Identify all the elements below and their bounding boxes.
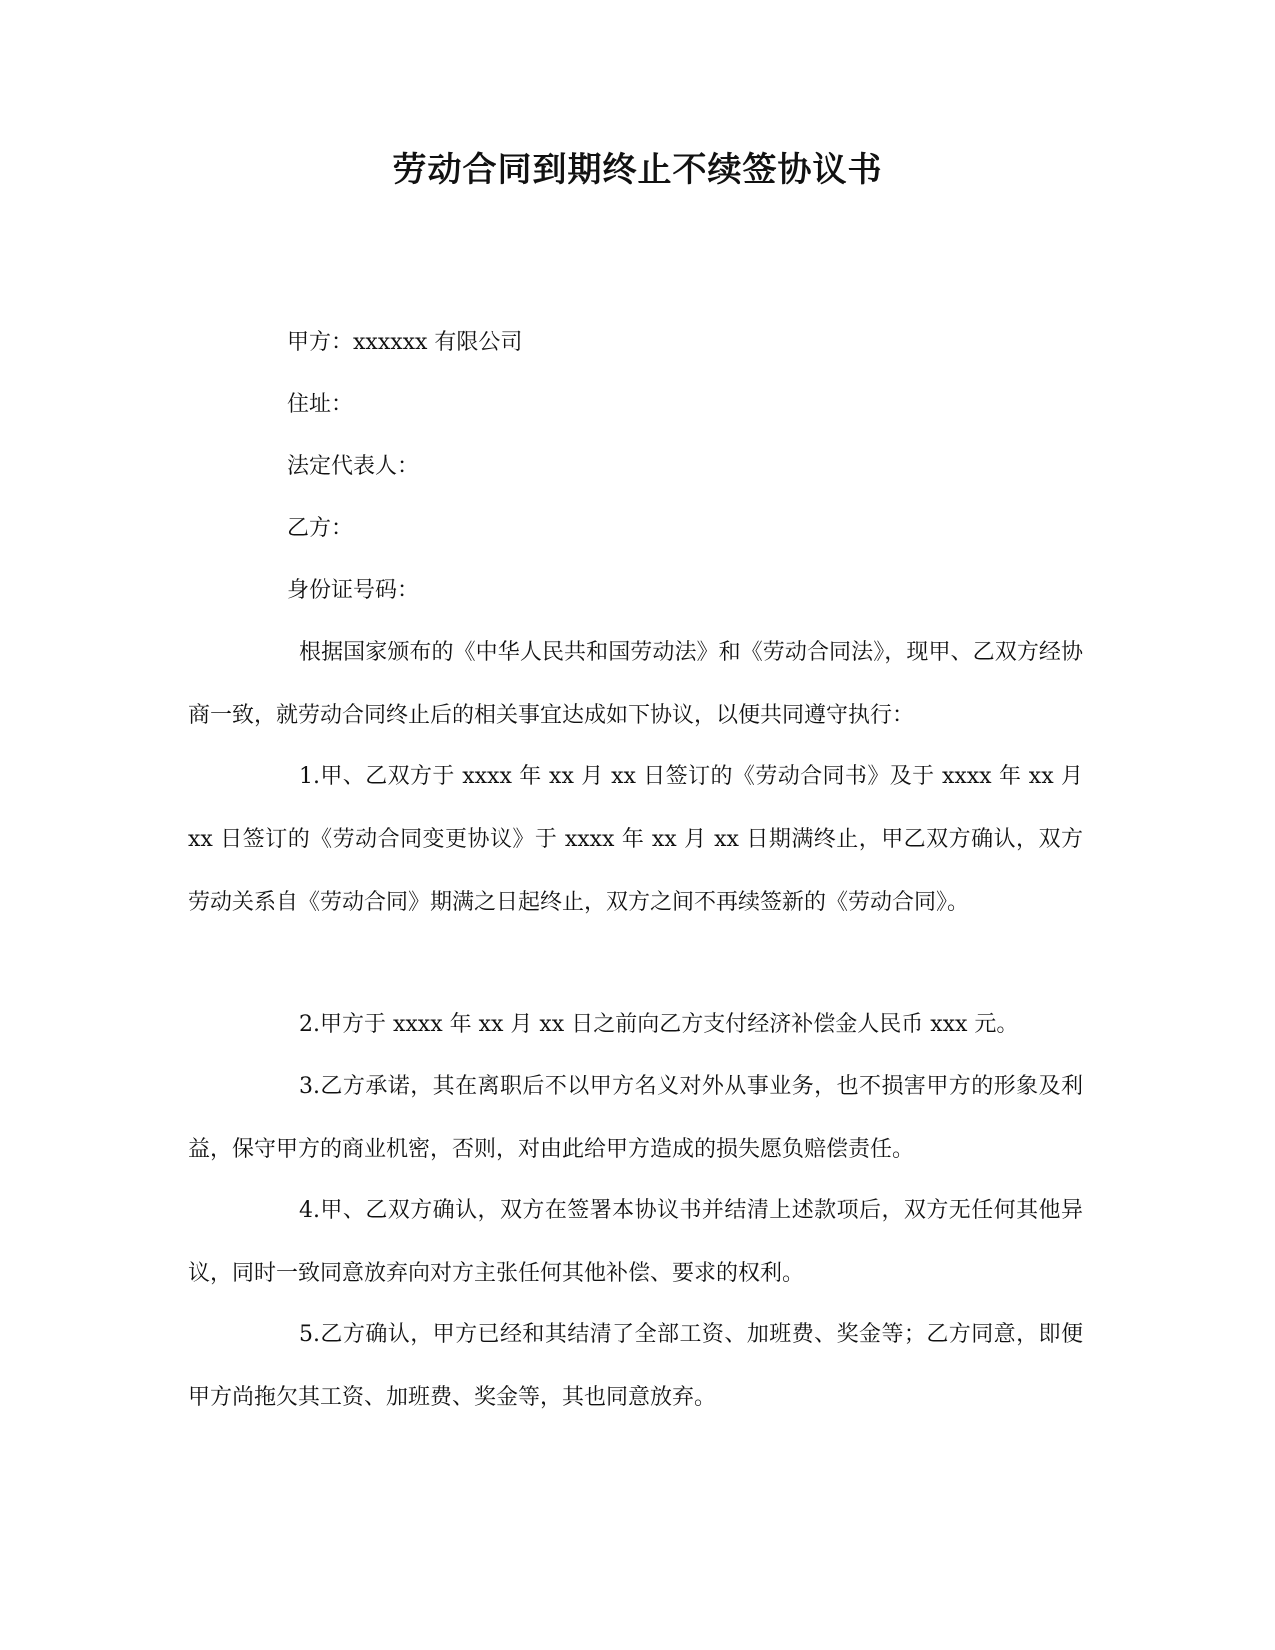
clause-5: 5.乙方确认，甲方已经和其结清了全部工资、加班费、奖金等；乙方同意，即便甲方尚拖欠其工资、加班费、奖金等，其也同意放弃。 (188, 1322, 1083, 1410)
address-field: 住址： (287, 392, 354, 417)
party-b-field: 乙方： (287, 516, 354, 541)
intro-paragraph: 根据国家颁布的《中华人民共和国劳动法》和《劳动合同法》，现甲、乙双方经协商一致，就劳动合同终止后的相关事宜达成如下协议，以便共同遵守执行： (188, 640, 1083, 728)
party-a-field: 甲方：xxxxxx 有限公司 (287, 330, 523, 355)
clause-3: 3.乙方承诺，其在离职后不以甲方名义对外从事业务，也不损害甲方的形象及利益，保守甲方的商业机密，否则，对由此给甲方造成的损失愿负赔偿责任。 (188, 1074, 1083, 1162)
clause-1: 1.甲、乙双方于 xxxx 年 xx 月 xx 日签订的《劳动合同书》及于 xxxx 年 xx 月 xx 日签订的《劳动合同变更协议》于 xxxx 年 xx 月 xx 日期满终止，甲乙双方确认，双方劳动关系自《劳动合同》期满之日起终止，双方之间不再续签新的《劳动合同》。 (188, 764, 1083, 915)
clause-2: 2.甲方于 xxxx 年 xx 月 xx 日之前向乙方支付经济补偿金人民币 xxx 元。 (299, 1012, 1019, 1037)
id-number-field: 身份证号码： (287, 578, 420, 603)
document-title: 劳动合同到期终止不续签协议书 (392, 150, 883, 190)
legal-rep-field: 法定代表人： (287, 454, 420, 479)
clause-4: 4.甲、乙双方确认，双方在签署本协议书并结清上述款项后，双方无任何其他异议，同时一致同意放弃向对方主张任何其他补偿、要求的权利。 (188, 1198, 1083, 1286)
